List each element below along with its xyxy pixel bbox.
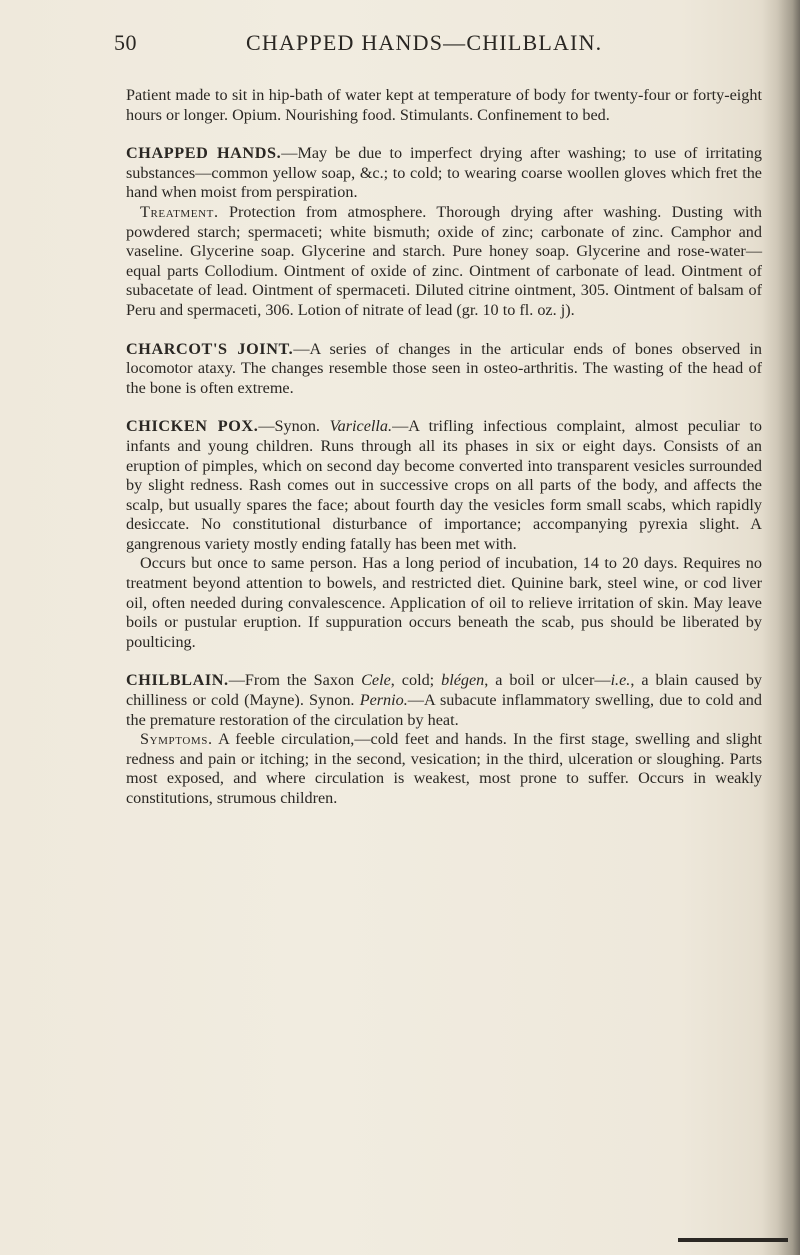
symptoms-label: Symptoms. [140,730,213,749]
treatment-label: Treatment. [140,202,219,221]
intro-paragraph [126,86,762,125]
chicken-pox-continuation [126,554,762,652]
entry-term: CHICKEN POX. [126,417,259,436]
synonym-prefix: —Synon. [258,417,330,436]
synonym: Pernio. [359,691,408,710]
treatment-paragraph [126,203,762,321]
symptoms-text: A feeble circulation,—cold feet and hands. In the first stage, swelling and slight redness and pain or itching; in the second, vesication; in the third, ulceration or sloughing. Parts most exposed, and where circulation is weakest, most prone to suffer. Occurs in weakly constitutions, strumous children. [126,730,762,807]
entry-text: —A subacute inflammatory swelling, due to cold and the premature restoration of the circulation by heat. [126,691,762,729]
etymology-text: , a blain caused by chilliness or cold (Mayne). Synon. [126,671,763,710]
entry-chicken-pox [126,417,762,554]
page-gutter-shadow [762,0,800,1255]
entry-term: CHILBLAIN. [126,671,229,690]
entry-term: CHARCOT'S JOINT. [126,339,294,358]
entry-chapped-hands [126,144,762,203]
synonym: Varicella. [329,417,393,436]
page-body [126,86,762,809]
entry-text: —A series of changes in the articular ends of bones observed in locomotor ataxy. The changes resemble those seen in osteo-arthritis. The wasting of the head of the bone is often extreme. [126,339,763,397]
entry-term: CHAPPED HANDS. [126,144,282,163]
entry-charcots-joint [126,340,762,399]
page-edge-mark [678,1238,788,1242]
etymology-text: —From the Saxon [228,671,362,690]
etymology-word: i.e. [610,671,631,690]
entry-text: —May be due to imperfect drying after washing; to use of irritating substances—common yellow soap, &c.; to cold; to wearing coarse woollen gloves which fret the hand when moist from perspiration. [126,144,762,202]
entry-chilblain [126,671,762,730]
page-header [114,30,734,64]
symptoms-paragraph [126,730,762,808]
intro-text: Patient made to sit in hip-bath of water kept at temperature of body for twenty-four or forty-eight hours or longer. Opium. Nourishing food. Stimulants. Confinement to bed. [126,86,762,124]
etymology-text: , a boil or ulcer— [484,671,611,690]
page-number: 50 [114,30,137,55]
etymology-word: Cele [361,671,391,690]
treatment-text: Protection from atmosphere. Thorough drying after washing. Dusting with powdered starch; spermaceti; white bismuth; oxide of zinc; carbonate of zinc. Camphor and vaseline. Glycerine soap. Glycerine and starch. Pure honey soap. Glycerine and rose-water—equal parts Collodium. Ointment of oxide of zinc. Ointment of carbonate of lead. Ointment of subacetate of lead. Ointment of spermaceti. Diluted citrine ointment, 305. Ointment of balsam of Peru and spermaceti, 306. Lotion of nitrate of lead (gr. 10 to fl. oz. j). [126,202,762,319]
running-title: CHAPPED HANDS—CHILBLAIN. [246,30,603,55]
etymology-text: , cold; [390,671,442,690]
entry-text: —A trifling infectious complaint, almost peculiar to infants and young children. Runs through all its phases in six or eight days. Consists of an eruption of pimples, which on second day become converted into transparent vesicles surrounded by slight redness. Rash comes out in successive crops on all parts of the body, and affects the scalp, but usually spares the face; about fourth day the vesicles form small scabs, which rapidly desiccate. No constitutional disturbance of importance; accompanying pyrexia slight. A gangrenous variety mostly ending fatally has been met with. [126,417,762,553]
entry-text: Occurs but once to same person. Has a long period of incubation, 14 to 20 days. Requires no treatment beyond attention to bowels, and restricted diet. Quinine bark, steel wine, or cod liver oil, often needed during convalescence. Application of oil to relieve irritation of skin. May leave boils or pustular eruption. If suppuration occurs beneath the scab, pus should be liberated by poulticing. [126,554,762,651]
etymology-word: blégen [441,671,485,690]
